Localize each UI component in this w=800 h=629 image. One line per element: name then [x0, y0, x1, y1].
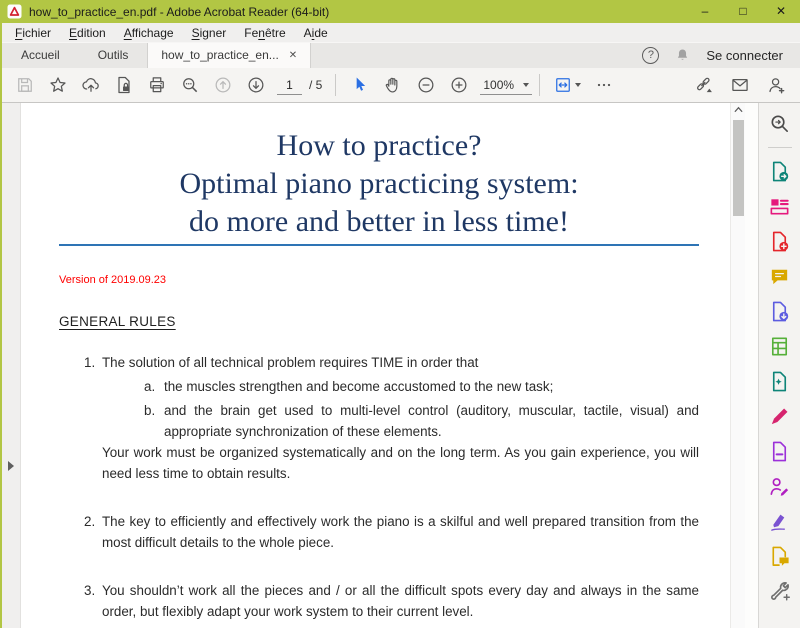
request-signatures-tool-icon[interactable]: [767, 474, 793, 498]
zoom-in-icon[interactable]: [442, 72, 475, 99]
minimize-button[interactable]: –: [701, 4, 709, 18]
list-item: [59, 376, 699, 397]
convert-tool-icon[interactable]: [767, 334, 793, 358]
main-toolbar: [2, 68, 800, 103]
list-text: and the brain get used to multi-level control (auditory, muscular, tactile, visual) and appropriate synchronization of these elements.: [164, 403, 699, 439]
list-marker: 1.: [84, 355, 96, 370]
expand-left-panel-icon[interactable]: [8, 461, 14, 471]
zoom-level-value: 100%: [483, 77, 515, 92]
document-title-line: do more and better in less time!: [189, 205, 569, 238]
rules-list: [59, 352, 699, 622]
list-item: [59, 400, 699, 442]
rail-divider: [768, 147, 792, 148]
account-add-icon[interactable]: [759, 72, 792, 99]
title-bar: [0, 0, 800, 23]
version-label: Version of 2019.09.23: [59, 274, 167, 286]
save-icon[interactable]: [8, 72, 41, 99]
acrobat-app-icon: [7, 4, 22, 19]
vertical-scrollbar[interactable]: [730, 103, 745, 628]
tab-document-label: how_to_practice_en...: [161, 48, 279, 62]
select-tool-icon[interactable]: [343, 72, 376, 99]
list-text: You shouldn’t work all the pieces and / or all the difficult spots every day and always in the same order, but flexibly adapt your work system to their current level.: [102, 583, 699, 619]
compress-pdf-tool-icon[interactable]: [767, 369, 793, 393]
document-page: [21, 103, 730, 628]
menu-fenetre[interactable]: Fenêtre: [244, 25, 286, 40]
export-pdf-tool-icon[interactable]: [767, 159, 793, 183]
menu-affichage[interactable]: Affichage: [123, 25, 174, 40]
maximize-button[interactable]: □: [739, 4, 747, 18]
next-page-icon[interactable]: [239, 72, 272, 99]
list-text: The key to efficiently and effectively work the piano is a skilful and well prepared transition from the most difficult details to the whole piece.: [102, 514, 699, 550]
list-marker: 3.: [84, 583, 96, 598]
list-marker: a.: [144, 379, 156, 394]
highlight-tool-icon[interactable]: [767, 404, 793, 428]
list-text: Your work must be organized systematically and on the long term. As you gain experience, you will need less time to obtain results.: [102, 445, 699, 481]
search-icon[interactable]: [173, 72, 206, 99]
share-link-icon[interactable]: [687, 72, 720, 99]
protected-document-icon[interactable]: [107, 72, 140, 99]
close-tab-icon[interactable]: ✕: [288, 50, 298, 61]
add-tools-button-icon[interactable]: [767, 579, 793, 603]
document-title-line: Optimal piano practicing system:: [179, 167, 579, 200]
help-icon[interactable]: ?: [642, 47, 659, 64]
tab-tools[interactable]: Outils: [97, 48, 129, 62]
title-underline-rule: [59, 244, 699, 246]
menu-bar: [2, 23, 800, 42]
edit-pdf-tool-icon[interactable]: [767, 194, 793, 218]
email-icon[interactable]: [723, 72, 756, 99]
redact-tool-icon[interactable]: [767, 439, 793, 463]
scrollbar-thumb[interactable]: [733, 120, 744, 216]
menu-fichier[interactable]: Fichier: [15, 25, 52, 40]
list-text: the muscles strengthen and become accustomed to the new task;: [164, 379, 554, 394]
page-comment-tool-icon[interactable]: [767, 544, 793, 568]
list-item: [59, 580, 699, 622]
close-button[interactable]: ✕: [775, 4, 787, 18]
list-marker: 2.: [84, 514, 96, 529]
create-pdf-tool-icon[interactable]: [767, 229, 793, 253]
list-text: The solution of all technical problem requires TIME in order that: [102, 355, 479, 370]
tab-bar: [2, 42, 800, 68]
tab-home[interactable]: Accueil: [21, 48, 60, 62]
scroll-up-icon[interactable]: [731, 106, 745, 113]
left-panel-gutter: [2, 103, 21, 628]
print-icon[interactable]: [140, 72, 173, 99]
page-count-label: / 5: [309, 78, 323, 92]
list-marker: b.: [144, 403, 156, 418]
list-item: [59, 511, 699, 553]
hand-tool-icon[interactable]: [376, 72, 409, 99]
list-item: [59, 442, 699, 484]
list-item: [59, 352, 699, 373]
zoom-level-select[interactable]: [480, 76, 532, 95]
fill-sign-tool-icon[interactable]: [767, 509, 793, 533]
section-heading: GENERAL RULES: [59, 314, 176, 329]
document-title-line: How to practice?: [276, 129, 482, 162]
zoom-search-tool-icon[interactable]: [767, 111, 793, 135]
previous-page-icon[interactable]: [206, 72, 239, 99]
menu-edition[interactable]: Edition: [69, 25, 106, 40]
share-cloud-icon[interactable]: [74, 72, 107, 99]
star-favorite-icon[interactable]: [41, 72, 74, 99]
menu-signer[interactable]: Signer: [191, 25, 227, 40]
organize-pages-tool-icon[interactable]: [767, 299, 793, 323]
sign-in-button[interactable]: Se connecter: [706, 48, 783, 63]
more-tools-icon[interactable]: [587, 72, 620, 99]
fit-width-icon[interactable]: [547, 72, 587, 99]
page-number-input[interactable]: [277, 76, 302, 95]
tab-document[interactable]: [147, 43, 311, 68]
tools-rail: [758, 103, 800, 628]
comments-tool-icon[interactable]: [767, 264, 793, 288]
pane-spacer: [745, 103, 758, 628]
notifications-bell-icon[interactable]: [674, 47, 691, 64]
menu-aide[interactable]: Aide: [303, 25, 328, 40]
window-title: how_to_practice_en.pdf - Adobe Acrobat Reader (64-bit): [29, 4, 330, 19]
zoom-out-icon[interactable]: [409, 72, 442, 99]
